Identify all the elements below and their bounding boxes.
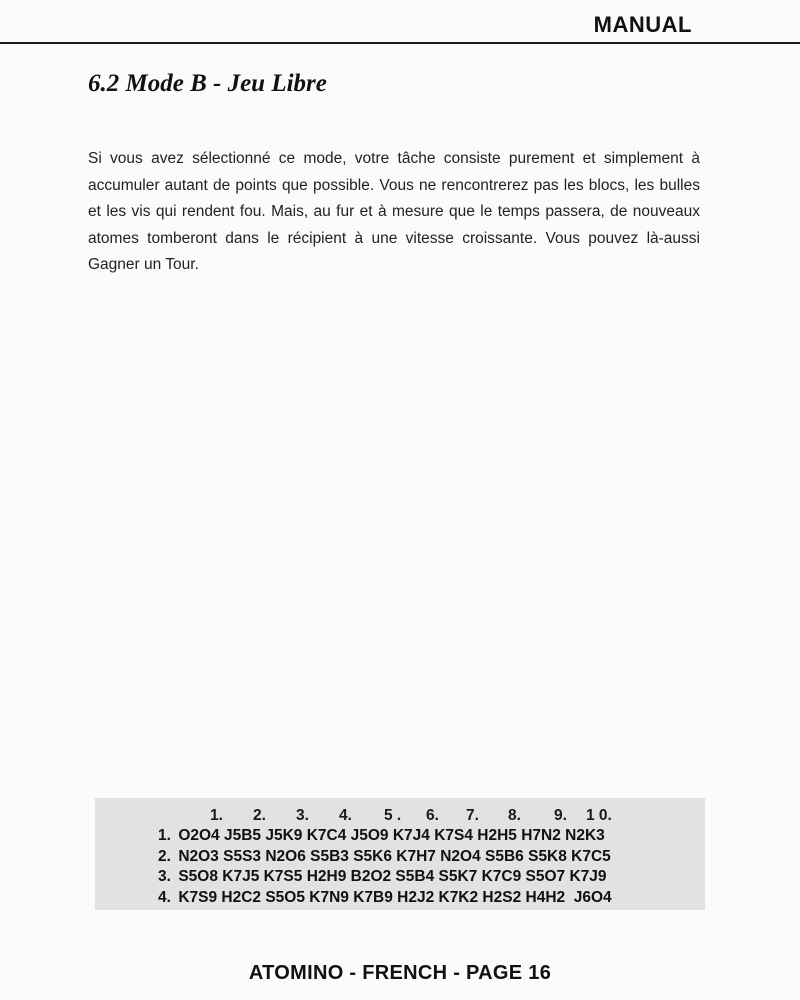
column-label: 7.	[466, 807, 479, 824]
column-label: 6.	[426, 807, 439, 824]
row-label: 2.	[158, 847, 171, 865]
column-label: 5 .	[384, 807, 402, 824]
row-codes: S5O8 K7J5 K7S5 H2H9 B2O2 S5B4 S5K7 K7C9 S5O7 K7J9	[178, 868, 607, 885]
row-codes: K7S9 H2C2 S5O5 K7N9 K7B9 H2J2 K7K2 H2S2 H4H2 J6O4	[178, 888, 612, 906]
code-row	[95, 867, 705, 888]
column-label: 3.	[296, 807, 309, 824]
column-label: 9.	[554, 807, 567, 824]
header-divider	[0, 42, 800, 44]
row-label: 3.	[158, 868, 171, 885]
header-label: MANUAL	[593, 12, 692, 37]
code-row	[95, 888, 705, 909]
column-label: 1 0.	[586, 807, 612, 824]
row-label: 4.	[158, 888, 171, 906]
column-label: 2.	[253, 807, 266, 824]
row-codes: O2O4 J5B5 J5K9 K7C4 J5O9 K7J4 K7S4 H2H5 H7N2 N2K3	[178, 827, 605, 844]
section-title: 6.2 Mode B - Jeu Libre	[88, 70, 327, 97]
code-table-header	[95, 806, 705, 826]
code-row	[95, 847, 705, 868]
code-table	[95, 798, 705, 910]
code-row	[95, 826, 705, 847]
row-codes: N2O3 S5S3 N2O6 S5B3 S5K6 K7H7 N2O4 S5B6 S5K8 K7C5	[178, 847, 611, 865]
column-label: 1.	[210, 807, 223, 824]
section-body: Si vous avez sélectionné ce mode, votre tâche consiste purement et simplement à accumuler autant de points que possible. Vous ne rencontrerez pas les blocs, les bulles et les vis qui rendent fou. Mais, au fur et à mesure que le temps passera, de nouveaux atomes tomberont dans le récipient à une vitesse croissante. Vous pouvez là-aussi Gagner un Tour.	[88, 150, 700, 273]
column-label: 8.	[508, 807, 521, 824]
row-label: 1.	[158, 827, 171, 844]
column-label: 4.	[339, 807, 352, 824]
page-footer: ATOMINO - FRENCH - PAGE 16	[248, 962, 552, 984]
